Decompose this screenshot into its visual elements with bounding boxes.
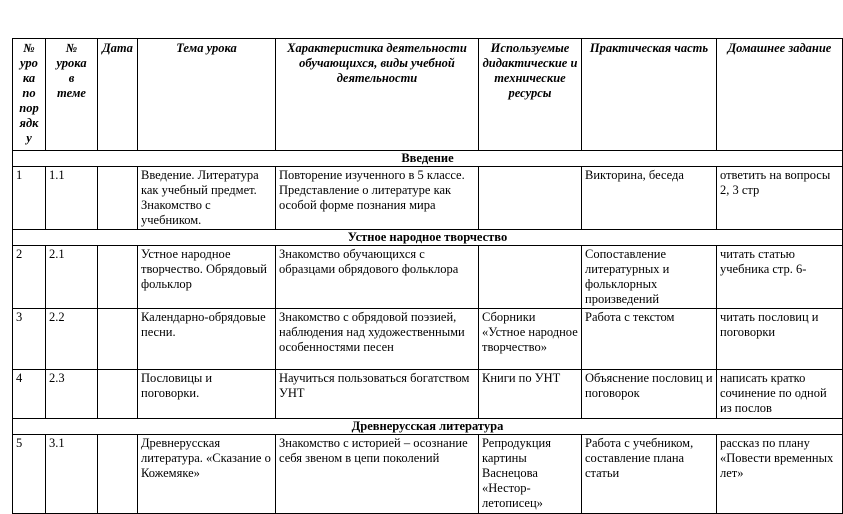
header-topic: Тема урока (138, 39, 276, 151)
cell-topic: Устное народное творчество. Обрядовый фольклор (138, 246, 276, 309)
header-date: Дата (98, 39, 138, 151)
cell-lesson-no: 3.1 (46, 435, 98, 514)
section-title: Древнерусская литература (13, 419, 843, 435)
table-header-row (13, 39, 843, 151)
cell-activity: Знакомство обучающихся с образцами обрядового фольклора (276, 246, 479, 309)
cell-lesson-no: 2.2 (46, 309, 98, 370)
cell-topic: Введение. Литература как учебный предмет. Знакомство с учебником. (138, 167, 276, 230)
table-row (13, 370, 843, 419)
cell-date (98, 167, 138, 230)
section-row (13, 419, 843, 435)
cell-date (98, 309, 138, 370)
table-row (13, 309, 843, 370)
section-row (13, 230, 843, 246)
table-row (13, 246, 843, 309)
cell-date (98, 246, 138, 309)
section-row (13, 151, 843, 167)
cell-order-no: 4 (13, 370, 46, 419)
cell-order-no: 3 (13, 309, 46, 370)
cell-homework: читать статью учебника стр. 6- (717, 246, 843, 309)
cell-activity: Знакомство с историей – осознание себя звеном в цепи поколений (276, 435, 479, 514)
cell-lesson-no: 1.1 (46, 167, 98, 230)
cell-resources (479, 167, 582, 230)
cell-topic: Пословицы и поговорки. (138, 370, 276, 419)
cell-homework: читать пословиц и поговорки (717, 309, 843, 370)
cell-resources: Книги по УНТ (479, 370, 582, 419)
header-order-no: № уро ка по пор ядк у (13, 39, 46, 151)
cell-practice: Викторина, беседа (582, 167, 717, 230)
cell-lesson-no: 2.3 (46, 370, 98, 419)
cell-resources: Сборники «Устное народное творчество» (479, 309, 582, 370)
cell-order-no: 2 (13, 246, 46, 309)
lesson-plan-table (12, 38, 843, 514)
header-practice: Практическая часть (582, 39, 717, 151)
section-title: Введение (13, 151, 843, 167)
cell-order-no: 1 (13, 167, 46, 230)
header-lesson-no: № урока в теме (46, 39, 98, 151)
cell-resources: Репродукция картины Васнецова «Нестор-летописец» (479, 435, 582, 514)
header-activity: Характеристика деятельности обучающихся, виды учебной деятельности (276, 39, 479, 151)
cell-date (98, 370, 138, 419)
cell-activity: Научиться пользоваться богатством УНТ (276, 370, 479, 419)
cell-activity: Повторение изученного в 5 классе. Представление о литературе как особой форме познания мира (276, 167, 479, 230)
cell-lesson-no: 2.1 (46, 246, 98, 309)
cell-topic: Древнерусская литература. «Сказание о Кожемяке» (138, 435, 276, 514)
cell-topic: Календарно-обрядовые песни. (138, 309, 276, 370)
cell-practice: Работа с учебником, составление плана статьи (582, 435, 717, 514)
cell-practice: Объяснение пословиц и поговорок (582, 370, 717, 419)
cell-homework: рассказ по плану «Повести временных лет» (717, 435, 843, 514)
cell-date (98, 435, 138, 514)
header-homework: Домашнее задание (717, 39, 843, 151)
cell-homework: написать кратко сочинение по одной из послов (717, 370, 843, 419)
cell-practice: Работа с текстом (582, 309, 717, 370)
header-resources: Используемые дидактические и технические ресурсы (479, 39, 582, 151)
cell-resources (479, 246, 582, 309)
table-row (13, 167, 843, 230)
cell-order-no: 5 (13, 435, 46, 514)
cell-homework: ответить на вопросы 2, 3 стр (717, 167, 843, 230)
table-row (13, 435, 843, 514)
cell-activity: Знакомство с обрядовой поэзией, наблюдения над художественными особенностями песен (276, 309, 479, 370)
section-title: Устное народное творчество (13, 230, 843, 246)
cell-practice: Сопоставление литературных и фольклорных произведений (582, 246, 717, 309)
